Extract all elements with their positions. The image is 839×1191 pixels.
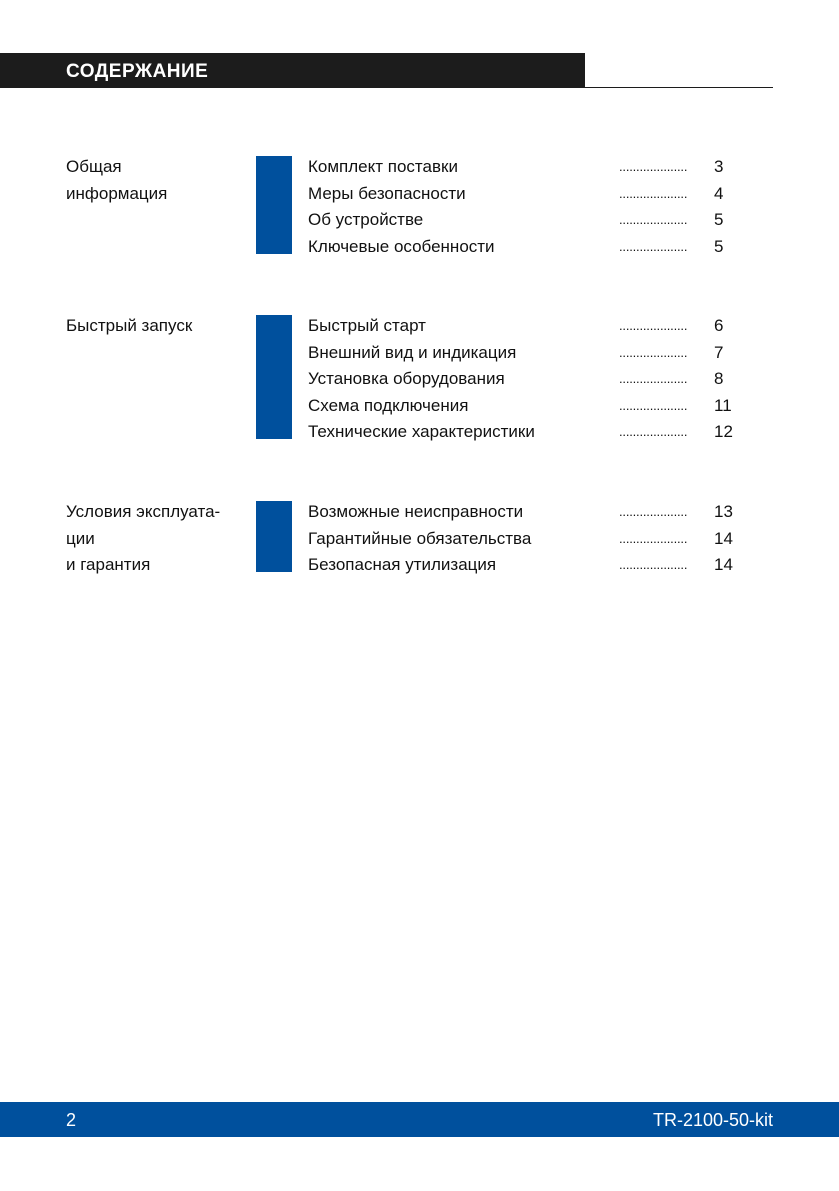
toc-entry-page: 7 [714, 342, 724, 362]
toc-entry-page: 4 [714, 183, 724, 203]
toc-entry-label: Технические характеристики [308, 422, 535, 441]
toc-entry-leader: .................... [619, 159, 688, 174]
toc-entry-label: Гарантийные обязательства [308, 528, 532, 548]
section-marker-bar [256, 315, 292, 439]
toc-entry-leader: .................... [619, 504, 688, 519]
toc-entry-label: Меры безопасности [308, 183, 466, 203]
toc-entry[interactable] [308, 181, 748, 208]
toc-entry-label: Ключевые особенности [308, 236, 495, 256]
toc-entry-leader: .................... [619, 185, 688, 201]
toc-entry-leader: .................... [619, 530, 688, 546]
toc-entry[interactable] [308, 340, 748, 367]
toc-entry-page: 13 [714, 502, 733, 521]
toc-entry[interactable] [308, 313, 748, 340]
toc-entry-page: 5 [714, 210, 724, 229]
toc-entry[interactable] [308, 207, 748, 234]
toc-entry-page: 6 [714, 316, 724, 335]
toc-entry-leader: .................... [619, 318, 688, 333]
toc-entry-leader: .................... [619, 424, 688, 439]
toc-entry-page: 8 [714, 369, 724, 388]
toc-entry-label: Возможные неисправности [308, 502, 524, 521]
page-number: 2 [66, 1110, 77, 1130]
toc-entry-leader: .................... [619, 371, 688, 386]
section-marker-bar [256, 501, 292, 572]
model-name: TR-2100-50-kit [652, 1110, 773, 1130]
section-title: Быстрый запуск [66, 316, 193, 335]
toc-entries [308, 313, 748, 446]
toc-entries [308, 154, 748, 260]
toc-entry-label: Схема подключения [308, 395, 469, 415]
toc-entry[interactable] [308, 419, 748, 446]
toc-entry-page: 5 [714, 236, 724, 256]
toc-entry-page: 14 [714, 528, 733, 548]
toc-entry-page: 14 [714, 555, 733, 574]
section-marker-bar [256, 156, 292, 254]
toc-entry-page: 11 [714, 395, 732, 415]
toc-entry[interactable] [308, 552, 748, 579]
toc-entry-leader: .................... [619, 344, 688, 360]
toc-entry-label: Установка оборудования [308, 369, 505, 388]
toc-entry-leader: .................... [619, 397, 688, 413]
toc-entry-leader: .................... [619, 238, 688, 254]
toc-entry-label: Безопасная утилизация [308, 555, 497, 574]
header-rule [585, 87, 773, 88]
toc-entry-label: Внешний вид и индикация [308, 342, 517, 362]
toc-entry-page: 12 [714, 422, 733, 441]
toc-entry-page: 3 [714, 157, 724, 176]
header-bar [0, 53, 585, 88]
toc-entries [308, 499, 748, 579]
toc-entry[interactable] [308, 154, 748, 181]
toc-entry-label: Комплект поставки [308, 157, 458, 176]
toc-entry[interactable] [308, 234, 748, 261]
toc-entry-label: Быстрый старт [308, 316, 426, 335]
toc-entry-label: Об устройстве [308, 210, 424, 229]
toc-entry-leader: .................... [619, 212, 688, 227]
section-title: Общая информация [66, 157, 168, 203]
toc-entry[interactable] [308, 366, 748, 393]
toc-entry[interactable] [308, 499, 748, 526]
toc-entry[interactable] [308, 393, 748, 420]
page-title: СОДЕРЖАНИЕ [66, 61, 209, 82]
footer-bar [0, 1102, 839, 1137]
toc-entry[interactable] [308, 526, 748, 553]
toc-entry-leader: .................... [619, 557, 688, 572]
section-title: Условия эксплуата- ции и гарантия [66, 502, 221, 574]
